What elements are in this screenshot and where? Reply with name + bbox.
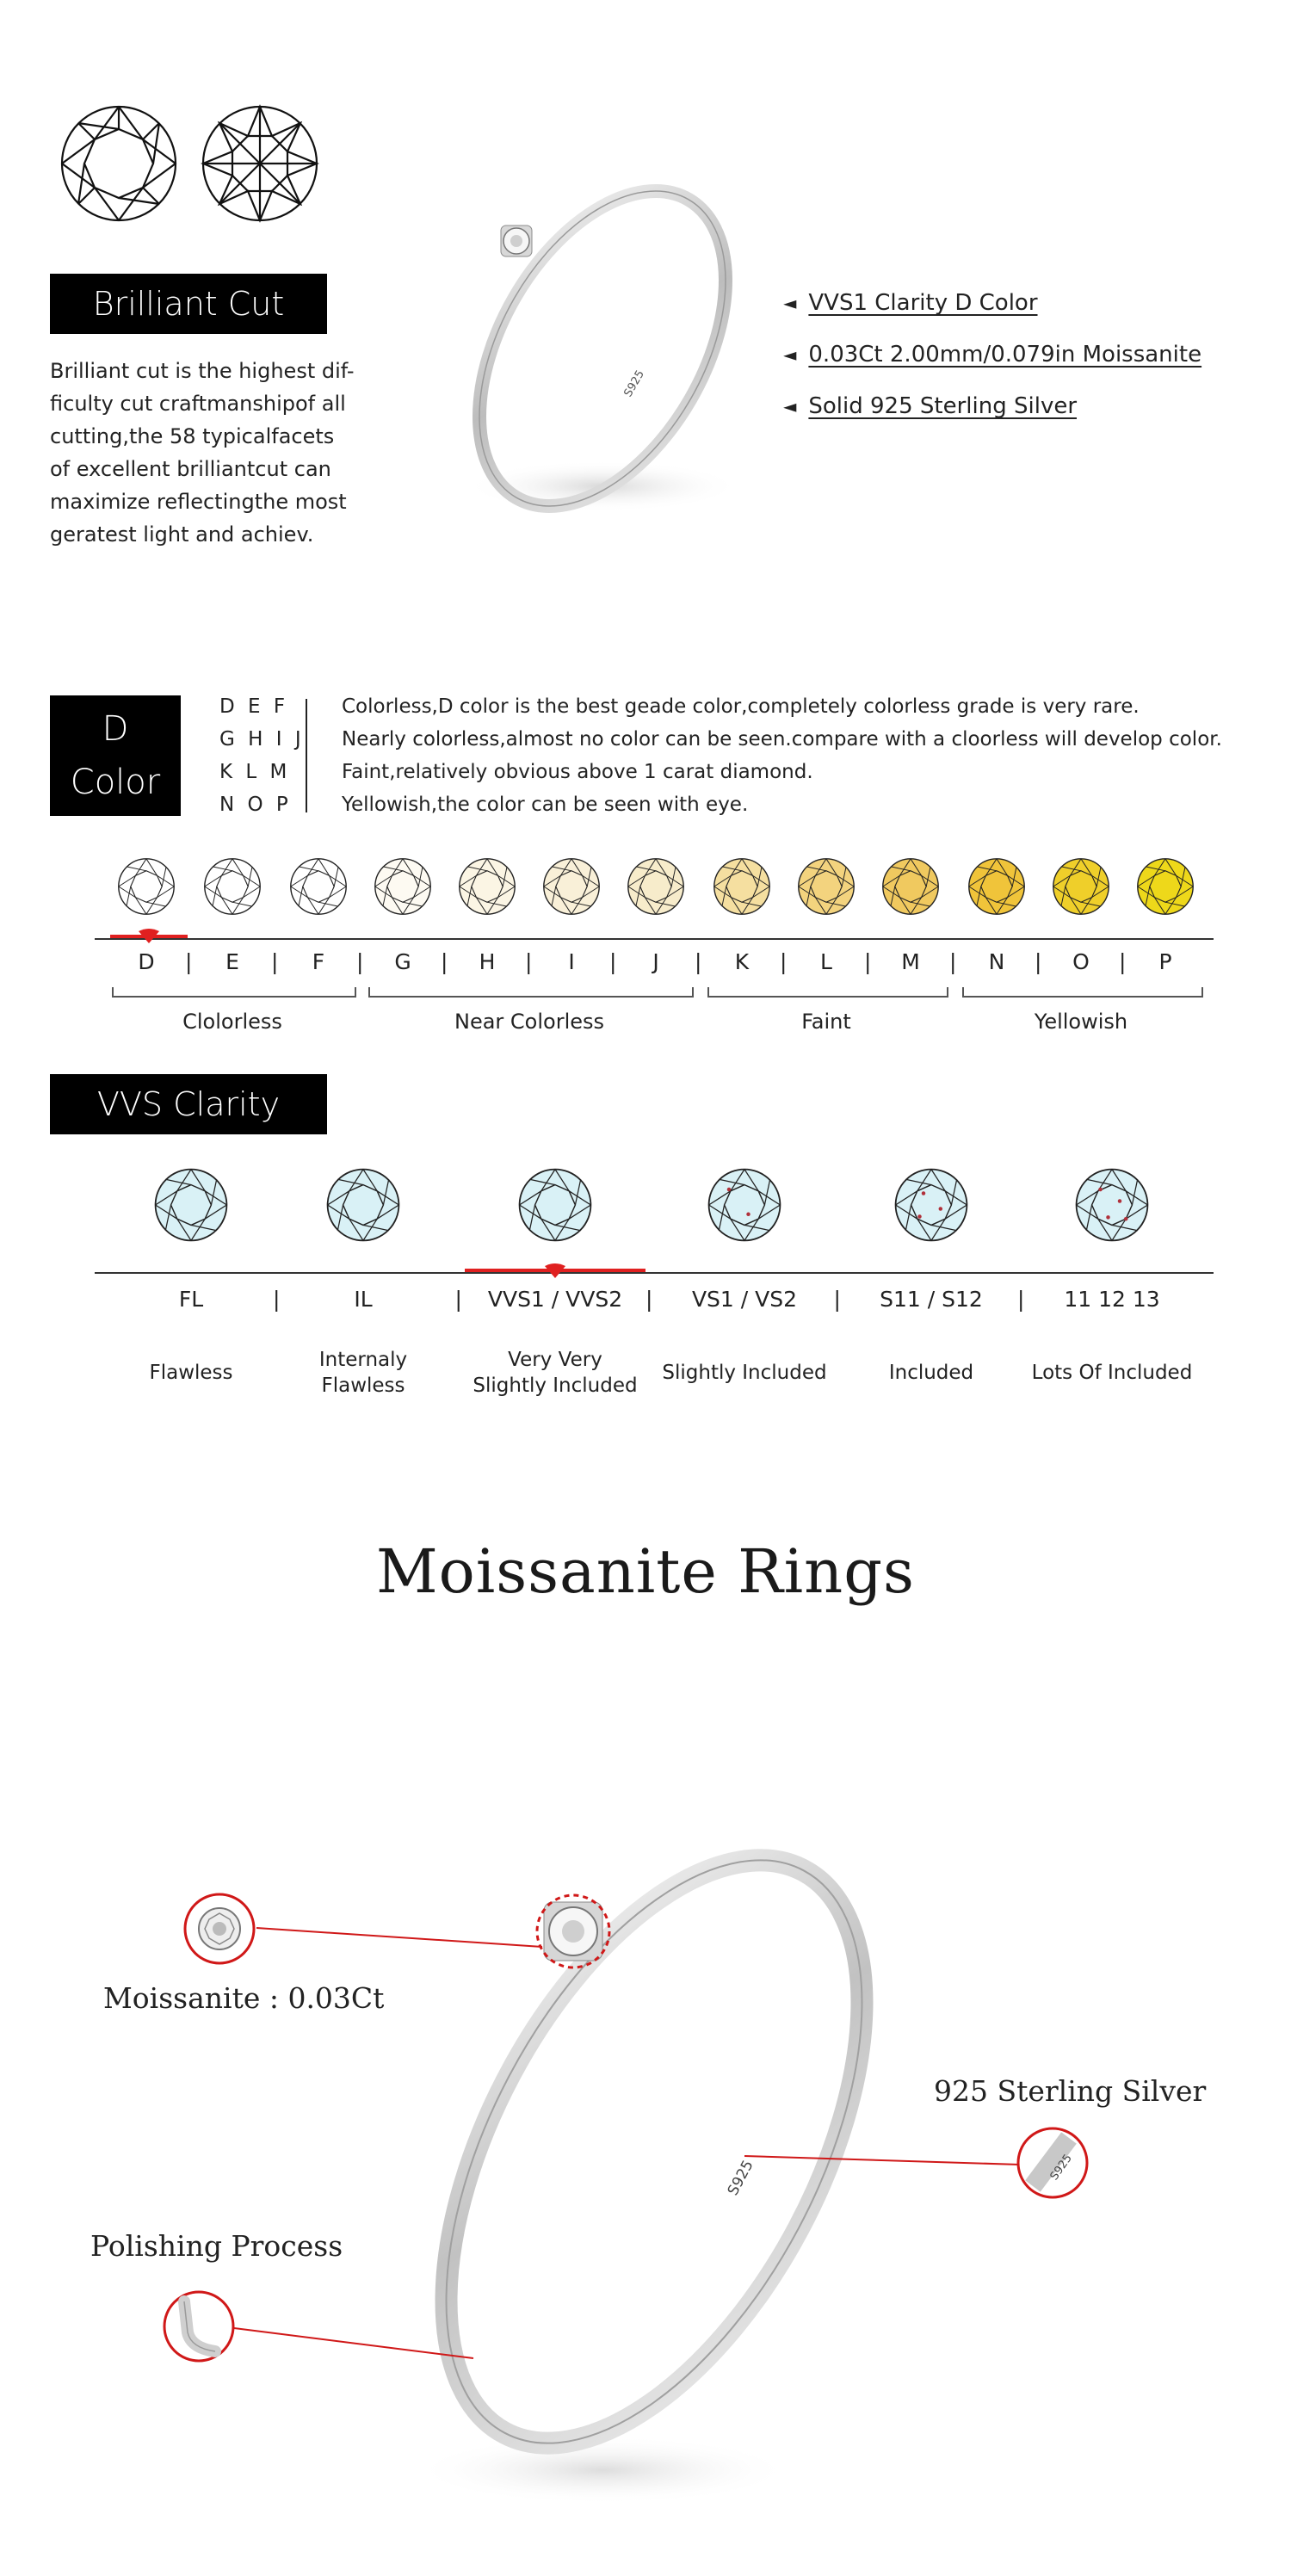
brilliant-cut-label (50, 274, 327, 334)
clarity-grade-label: FL (178, 1287, 204, 1312)
clarity-separator: | (833, 1287, 841, 1312)
color-categories (0, 985, 1291, 1037)
description-line: of excellent brilliantcut can (50, 457, 331, 481)
scale-separator: | (609, 949, 617, 974)
color-scale-letter: I (568, 949, 575, 974)
brilliant-cut-description (50, 355, 360, 551)
scale-separator: | (185, 949, 193, 974)
clarity-gem-row (0, 1166, 1291, 1252)
clarity-selected-marker-icon (542, 1263, 568, 1280)
clarity-name-label: Included (888, 1362, 974, 1384)
silver-stamp-callout-text: S925 (1047, 2152, 1075, 2184)
color-gem-k-icon (712, 856, 772, 920)
feature-item (783, 277, 1201, 329)
vvs-clarity-label (50, 1074, 327, 1134)
ring-stamp-text: S925 (621, 368, 648, 399)
clarity-name-label: Flawless (149, 1362, 233, 1384)
triangle-left-icon: ◄ (783, 396, 797, 417)
grade-description: Colorless,D color is the best geade color,completely colorless grade is very rare. (342, 695, 1140, 718)
color-scale-letter: D (138, 949, 155, 974)
color-gem-f-icon (288, 856, 349, 920)
feature-list (783, 277, 1201, 432)
brilliant-cut-label-text: Brilliant Cut (92, 285, 285, 323)
color-scale-letter: E (225, 949, 239, 974)
description-line: Brilliant cut is the highest dif- (50, 359, 355, 383)
grade-divider (306, 699, 307, 812)
grade-letters: D E F (219, 695, 289, 718)
scale-separator: | (356, 949, 364, 974)
clarity-name-label: Lots Of Included (1031, 1362, 1193, 1384)
grade-letters: K L M (219, 761, 291, 783)
description-line: geratest light and achiev. (50, 522, 314, 547)
category-bracket (962, 987, 1203, 998)
clarity-grade-label: S11 / S12 (880, 1287, 983, 1312)
color-scale-letter: M (901, 949, 920, 974)
d-color-label-line2: Color (70, 763, 161, 802)
ring-image-top (405, 146, 766, 577)
color-category-label: Yellowish (1034, 1010, 1128, 1034)
scale-separator: | (695, 949, 702, 974)
clarity-gem-icon (893, 1166, 970, 1247)
silver-stamp-callout-icon (1016, 2126, 1090, 2200)
color-gem-n-icon (967, 856, 1027, 920)
color-gem-row (0, 856, 1291, 925)
section-title: Moissanite Rings (376, 1536, 915, 1607)
clarity-grade-label: VS1 / VS2 (691, 1287, 798, 1312)
grade-letters: G H I J (219, 728, 305, 751)
clarity-separator: | (273, 1287, 281, 1312)
clarity-gem-icon (324, 1166, 402, 1247)
grade-descriptions-column (342, 690, 1222, 821)
scale-separator: | (525, 949, 533, 974)
moissanite-stone-icon (501, 225, 532, 256)
ring-stamp-large-text: S925 (724, 2157, 757, 2199)
color-gem-g-icon (373, 856, 433, 920)
color-category-label: Near Colorless (454, 1010, 605, 1034)
clarity-name-labels (0, 1347, 1291, 1407)
feature-item (783, 380, 1201, 432)
polishing-callout-label: Polishing Process (90, 2229, 343, 2263)
clarity-name-label: Internaly Flawless (318, 1349, 408, 1397)
description-line: cutting,the 58 typicalfacets (50, 424, 335, 448)
scale-separator: | (949, 949, 957, 974)
color-scale-letter: J (652, 949, 659, 974)
scale-separator: | (864, 949, 872, 974)
clarity-name-label: Very Very Slightly Included (473, 1349, 638, 1397)
color-gem-m-icon (880, 856, 941, 920)
color-gem-d-icon (116, 856, 176, 920)
feature-text: 0.03Ct 2.00mm/0.079in Moissanite (808, 342, 1202, 368)
clarity-gem-icon (516, 1166, 594, 1247)
silver-callout-label: 925 Sterling Silver (934, 2074, 1207, 2108)
moissanite-callout-icon (182, 1892, 256, 1966)
feature-text: Solid 925 Sterling Silver (808, 393, 1078, 419)
color-category-label: Clolorless (182, 1010, 282, 1034)
grade-description: Nearly colorless,almost no color can be seen.compare with a cloorless will develop color. (342, 728, 1222, 751)
grade-description: Yellowish,the color can be seen with eye. (342, 794, 749, 816)
selected-marker-icon (136, 928, 162, 945)
color-grade-table (219, 690, 1222, 821)
scale-separator: | (1035, 949, 1042, 974)
color-scale-letter: P (1158, 949, 1172, 974)
clarity-separator: | (1017, 1287, 1025, 1312)
color-category-label: Faint (801, 1010, 851, 1034)
clarity-grade-label: VVS1 / VVS2 (487, 1287, 623, 1312)
clarity-grade-label: IL (354, 1287, 373, 1312)
category-bracket (368, 987, 694, 998)
triangle-left-icon: ◄ (783, 293, 797, 313)
d-color-label-line1: D (102, 709, 129, 749)
color-scale-letter: O (1072, 949, 1090, 974)
moissanite-callout-label: Moissanite : 0.03Ct (103, 1981, 385, 2015)
description-line: maximize reflectingthe most (50, 490, 347, 514)
color-scale-letter: G (394, 949, 411, 974)
feature-text: VVS1 Clarity D Color (808, 290, 1038, 316)
color-gem-j-icon (626, 856, 686, 920)
color-scale-letters (0, 949, 1291, 984)
color-scale-letter: F (312, 949, 325, 974)
vvs-clarity-label-text: VVS Clarity (96, 1085, 281, 1123)
clarity-grade-label: 11 12 13 (1064, 1287, 1160, 1312)
color-gem-p-icon (1135, 856, 1195, 920)
polishing-callout-icon (162, 2289, 236, 2363)
clarity-gem-icon (1073, 1166, 1151, 1247)
triangle-left-icon: ◄ (783, 344, 797, 365)
color-gem-h-icon (457, 856, 517, 920)
clarity-gem-icon (706, 1166, 783, 1247)
clarity-name-label: Slightly Included (662, 1362, 827, 1384)
clarity-separator: | (454, 1287, 462, 1312)
brilliant-cut-diagram-top-view-icon (59, 103, 179, 224)
clarity-separator: | (646, 1287, 653, 1312)
scale-separator: | (780, 949, 788, 974)
brilliant-cut-diagram-bottom-view-icon (200, 103, 320, 224)
clarity-scale-line (95, 1272, 1214, 1274)
clarity-grade-labels (0, 1287, 1291, 1321)
grade-letters: N O P (219, 794, 292, 816)
color-gem-i-icon (541, 856, 602, 920)
color-scale-letter: N (988, 949, 1005, 974)
d-color-label (50, 695, 181, 816)
description-line: ficulty cut craftmanshipof all (50, 392, 346, 416)
scale-separator: | (441, 949, 448, 974)
color-scale-line (95, 938, 1214, 940)
clarity-gem-icon (152, 1166, 230, 1247)
color-gem-e-icon (202, 856, 263, 920)
color-gem-l-icon (796, 856, 856, 920)
grade-letters-column (219, 690, 306, 821)
color-scale-letter: K (734, 949, 750, 974)
category-bracket (112, 987, 356, 998)
color-gem-o-icon (1051, 856, 1111, 920)
feature-item (783, 329, 1201, 380)
grade-description: Faint,relatively obvious above 1 carat diamond. (342, 761, 813, 783)
color-scale-letter: H (479, 949, 496, 974)
scale-separator: | (1119, 949, 1127, 974)
color-scale-letter: L (820, 949, 832, 974)
category-bracket (707, 987, 948, 998)
scale-separator: | (271, 949, 279, 974)
